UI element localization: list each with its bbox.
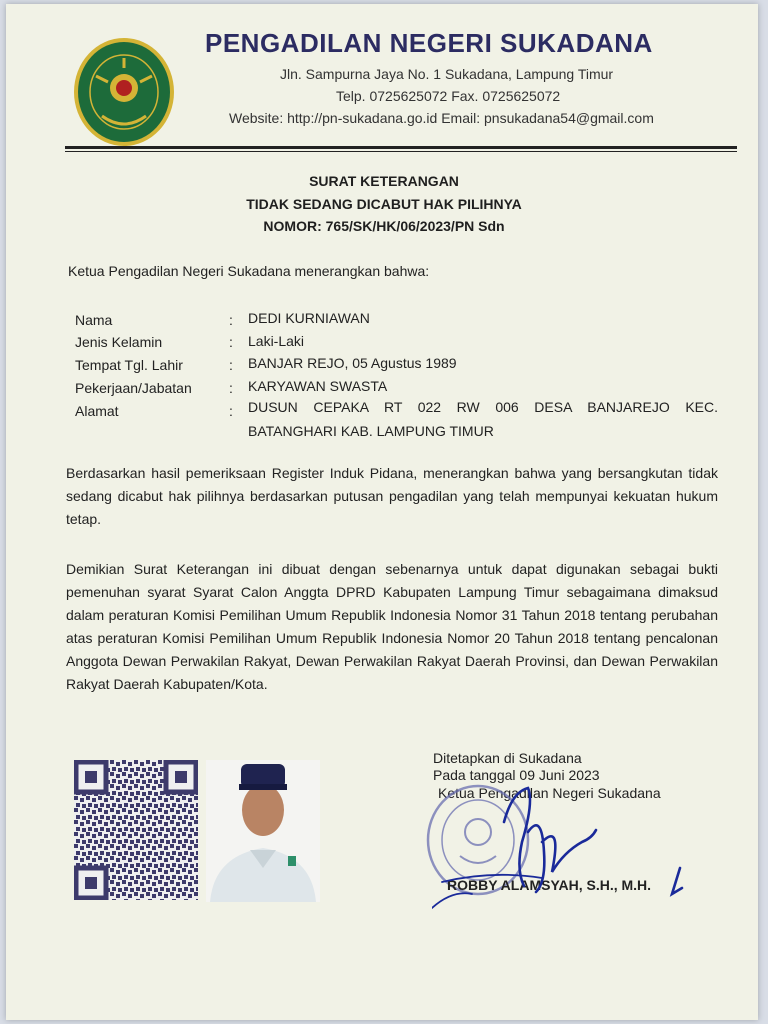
field-value: DUSUN CEPAKA RT 022 RW 006 DESA BANJAREJO KEC. <box>248 399 718 415</box>
paragraph-1: Berdasarkan hasil pemeriksaan Register Induk Pidana, menerangkan bahwa yang bersangkutan tidak sedang dicabut hak pilihnya berdasarkan putusan pengadilan yang telah mempunyai kekuatan hukum tetap. <box>66 465 718 527</box>
field-value: BANJAR REJO, 05 Agustus 1989 <box>248 355 457 371</box>
field-colon: : <box>229 312 233 328</box>
field-label: Tempat Tgl. Lahir <box>75 357 183 373</box>
signature-role: Ketua Pengadilan Negeri Sukadana <box>438 785 661 801</box>
header-divider <box>65 146 737 149</box>
field-label: Pekerjaan/Jabatan <box>75 380 192 396</box>
address-line: Jln. Sampurna Jaya No. 1 Sukadana, Lampung Timur <box>280 66 614 82</box>
field-colon: : <box>229 334 233 350</box>
website-line: Website: http://pn-sukadana.go.id Email: pnsukadana54@gmail.com <box>229 110 654 126</box>
field-value: KARYAWAN SWASTA <box>248 378 388 394</box>
signature-place: Ditetapkan di Sukadana <box>433 750 582 766</box>
phone-line: Telp. 0725625072 Fax. 0725625072 <box>336 88 561 104</box>
field-value: DEDI KURNIAWAN <box>248 310 370 326</box>
field-label: Alamat <box>75 403 119 419</box>
field-label: Jenis Kelamin <box>75 334 163 350</box>
field-colon: : <box>229 403 233 419</box>
field-value: Laki-Laki <box>248 333 305 349</box>
doc-subtitle: TIDAK SEDANG DICABUT HAK PILIHNYA <box>246 196 522 212</box>
signature-date: Pada tanggal 09 Juni 2023 <box>433 767 600 783</box>
doc-number: NOMOR: 765/SK/HK/06/2023/PN Sdn <box>263 218 505 234</box>
court-name: PENGADILAN NEGERI SUKADANA <box>205 28 653 58</box>
field-value-line2: BATANGHARI KAB. LAMPUNG TIMUR <box>248 423 494 439</box>
handwritten-signature <box>432 782 692 912</box>
qr-code-icon <box>74 760 198 900</box>
doc-title: SURAT KETERANGAN <box>309 173 459 189</box>
header-divider-thin <box>65 151 737 152</box>
field-label: Nama <box>75 312 113 328</box>
signatory-name: ROBBY ALAMSYAH, S.H., M.H. <box>447 877 652 893</box>
field-colon: : <box>229 357 233 373</box>
intro-text: Ketua Pengadilan Negeri Sukadana menerangkan bahwa: <box>68 263 430 279</box>
court-emblem-icon <box>72 36 176 148</box>
paragraph-2: Demikian Surat Keterangan ini dibuat dengan sebenarnya untuk dapat digunakan sebagai bukti pemenuhan syarat Syarat Calon Anggta DPRD Kabupaten Lampung Timur sebagaimana dimaksud dalam peraturan Komisi Pemilihan Umum Republik Indonesia Nomor 31 Tahun 2018 tentang perubahan atas peraturan Komisi Pemilihan Umum Republik Indonesia Nomor 20 Tahun 2018 tentang pencalonan Anggota Dewan Perwakilan Rakyat, Dewan Perwakilan Rakyat Daerah Provinsi, dan Dewan Perwakilan Rakyat Daerah Kabupaten/Kota. <box>66 561 718 692</box>
field-colon: : <box>229 380 233 396</box>
person-photo <box>206 760 320 902</box>
